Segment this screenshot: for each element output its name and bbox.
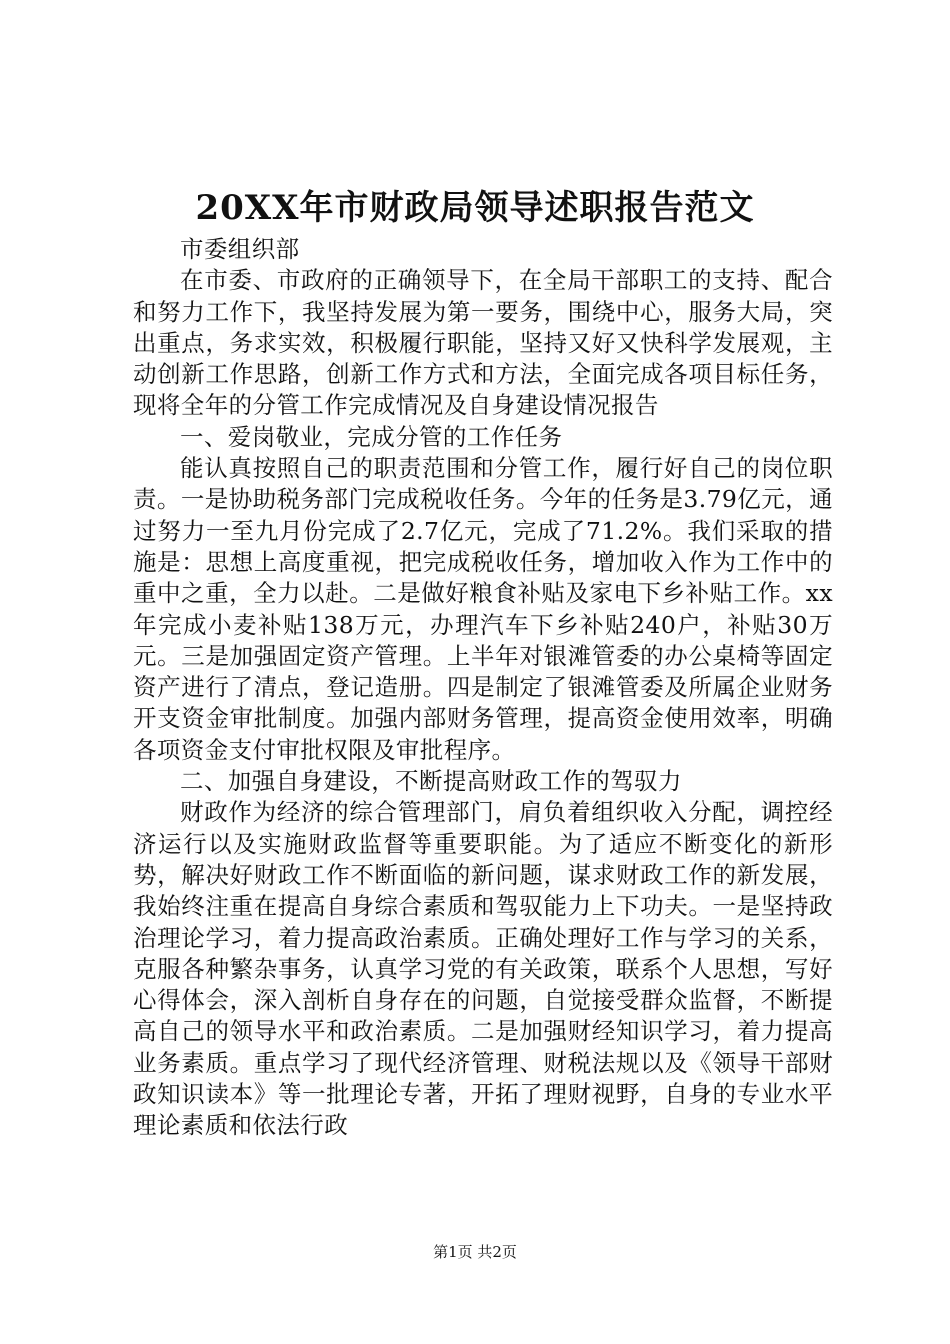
intro-paragraph: 在市委、市政府的正确领导下，在全局干部职工的支持、配合和努力工作下，我坚持发展为第一要务，围绕中心，服务大局，突出重点，务求实效，积极履行职能，坚持又好又快科学发展观，主动创新工作思路，创新工作方式和方法，全面完成各项目标任务，现将全年的分管工作完成情况及自身建设情况报告 — [133, 266, 833, 420]
document-body — [133, 234, 833, 1142]
document-title: 20XX年市财政局领导述职报告范文 — [195, 188, 755, 228]
page-number-footer: 第1页 共2页 — [433, 1243, 517, 1261]
section-2-paragraph: 财政作为经济的综合管理部门，肩负着组织收入分配，调控经济运行以及实施财政监督等重要职能。为了适应不断变化的新形势，解决好财政工作不断面临的新问题，谋求财政工作的新发展，我始终注重在提高自身综合素质和驾驭能力上下功夫。一是坚持政治理论学习，着力提高政治素质。正确处理好工作与学习的关系，克服各种繁杂事务，认真学习党的有关政策，联系个人思想，写好心得体会，深入剖析自身存在的问题，自觉接受群众监督，不断提高自己的领导水平和政治素质。二是加强财经知识学习，着力提高业务素质。重点学习了现代经济管理、财税法规以及《领导干部财政知识读本》等一批理论专著，开拓了理财视野，自身的专业水平理论素质和依法行政 — [133, 798, 833, 1140]
section-1-paragraph: 能认真按照自己的职责范围和分管工作，履行好自己的岗位职责。一是协助税务部门完成税收任务。今年的任务是3.79亿元，通过努力一至九月份完成了2.7亿元，完成了71.2%。我们采取的措施是：思想上高度重视，把完成税收任务，增加收入作为工作中的重中之重，全力以赴。二是做好粮食补贴及家电下乡补贴工作。xx年完成小麦补贴138万元，办理汽车下乡补贴240户，补贴30万元。三是加强固定资产管理。上半年对银滩管委的办公桌椅等固定资产进行了清点，登记造册。四是制定了银滩管委及所属企业财务开支资金审批制度。加强内部财务管理，提高资金使用效率，明确各项资金支付审批权限及审批程序。 — [133, 454, 833, 764]
section-heading-2: 二、加强自身建设，不断提高财政工作的驾驭力 — [180, 767, 682, 796]
section-heading-1: 一、爱岗敬业，完成分管的工作任务 — [180, 422, 563, 451]
recipient-line: 市委组织部 — [180, 235, 300, 263]
